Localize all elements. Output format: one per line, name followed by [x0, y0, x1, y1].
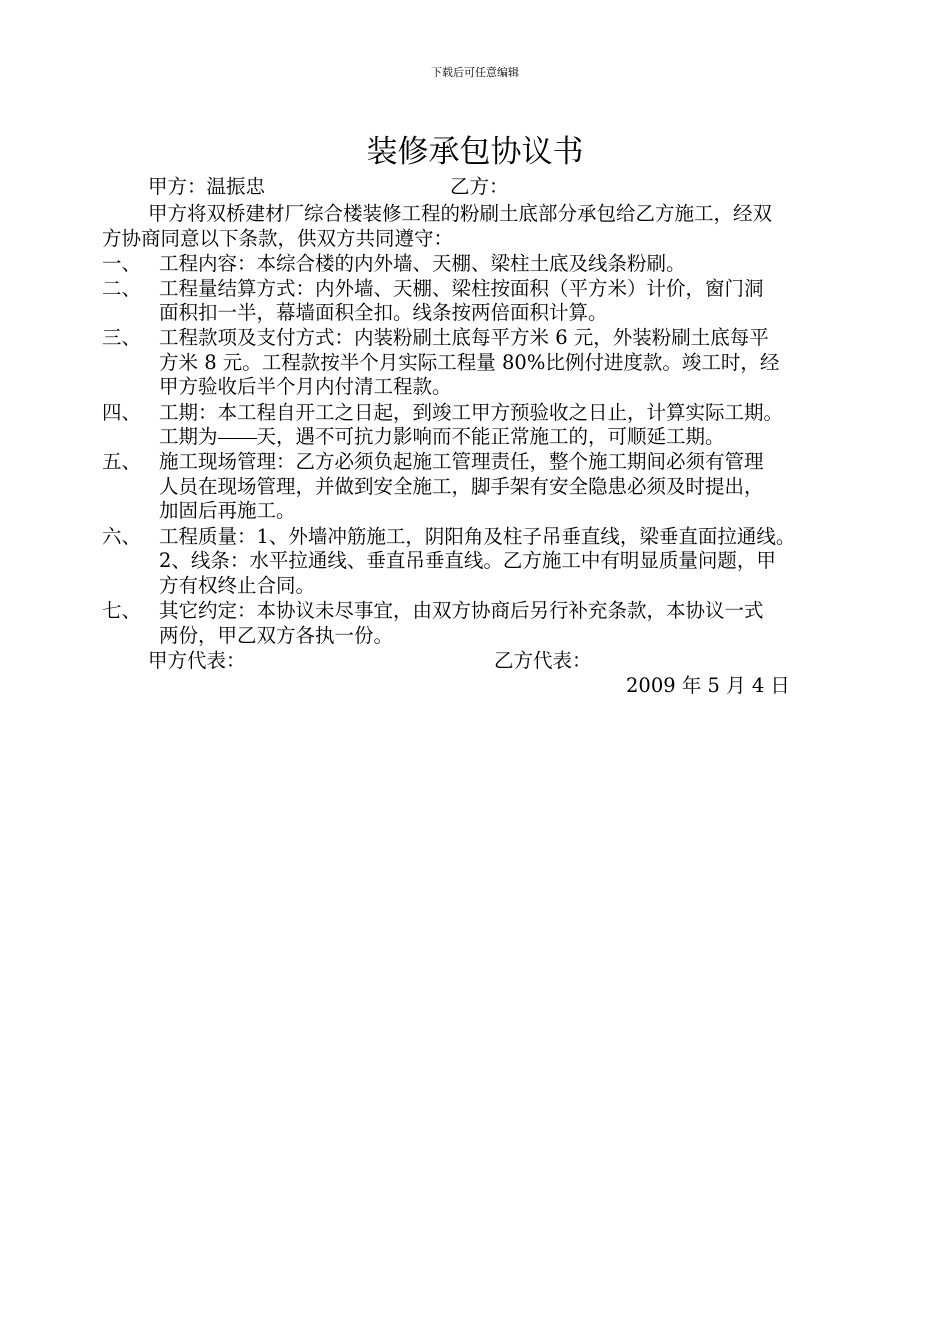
clause-6-line-1: 工程质量：1、外墙冲筋施工，阴阳角及柱子吊垂直线，梁垂直面拉通线。: [159, 525, 796, 548]
clause-6-number: 六、: [102, 525, 142, 548]
clause-7-number: 七、: [102, 599, 142, 622]
clause-2-line-2: 面积扣一半，幕墙面积全扣。线条按两倍面积计算。: [159, 301, 608, 324]
header-note: 下载后可任意编辑: [431, 66, 519, 79]
clause-4-line-1: 工期：本工程自开工之日起，到竣工甲方预验收之日止，计算实际工期。: [159, 401, 784, 424]
clause-3-number: 三、: [102, 326, 142, 349]
signing-date: 2009 年 5 月 4 日: [626, 674, 790, 697]
clause-5-line-2: 人员在现场管理，并做到安全施工，脚手架有安全隐患必须及时提出，: [159, 475, 764, 498]
intro-line-2: 方协商同意以下条款，供双方共同遵守：: [102, 227, 454, 250]
clause-5-number: 五、: [102, 450, 142, 473]
clause-7-line-1: 其它约定：本协议未尽事宜，由双方协商后另行补充条款，本协议一式: [159, 599, 764, 622]
clause-3-line-1: 工程款项及支付方式：内装粉刷土底每平方米 6 元，外装粉刷土底每平: [159, 326, 769, 349]
clause-5-line-1: 施工现场管理：乙方必须负起施工管理责任，整个施工期间必须有管理: [159, 450, 764, 473]
party-a-representative: 甲方代表：: [148, 649, 246, 672]
clause-2-number: 二、: [102, 277, 142, 300]
clause-4-line-2: [159, 424, 725, 449]
intro-line-1: 甲方将双桥建材厂综合楼装修工程的粉刷土底部分承包给乙方施工，经双: [148, 202, 773, 225]
clause-3-line-2: 方米 8 元。工程款按半个月实际工程量 80%比例付进度款。竣工时，经: [159, 351, 780, 374]
clause-4-blank-suffix: 天，遇不可抗力影响而不能正常施工的，可顺延工期。: [256, 425, 725, 448]
clause-4-number: 四、: [102, 401, 142, 424]
clause-1-number: 一、: [102, 252, 142, 275]
clause-6-line-2: 2、线条：水平拉通线、垂直吊垂直线。乙方施工中有明显质量问题，甲: [159, 549, 776, 572]
clause-3-line-3: 甲方验收后半个月内付清工程款。: [159, 375, 452, 398]
clause-2-line-1: 工程量结算方式：内外墙、天棚、梁柱按面积（平方米）计价，窗门洞: [159, 277, 764, 300]
clause-6-line-3: 方有权终止合同。: [159, 574, 316, 597]
duration-blank: [218, 424, 257, 439]
clause-4-blank-prefix: 工期为: [159, 425, 218, 448]
clause-5-line-3: 加固后再施工。: [159, 499, 296, 522]
clause-7-line-2: 两份，甲乙双方各执一份。: [159, 624, 394, 647]
document-title: 装修承包协议书: [366, 134, 584, 170]
party-b-representative: 乙方代表：: [494, 649, 592, 672]
party-b: 乙方：: [450, 175, 509, 198]
clause-1-line-1: 工程内容：本综合楼的内外墙、天棚、梁柱土底及线条粉刷。: [159, 252, 686, 275]
party-a: 甲方：温振忠: [148, 175, 266, 198]
